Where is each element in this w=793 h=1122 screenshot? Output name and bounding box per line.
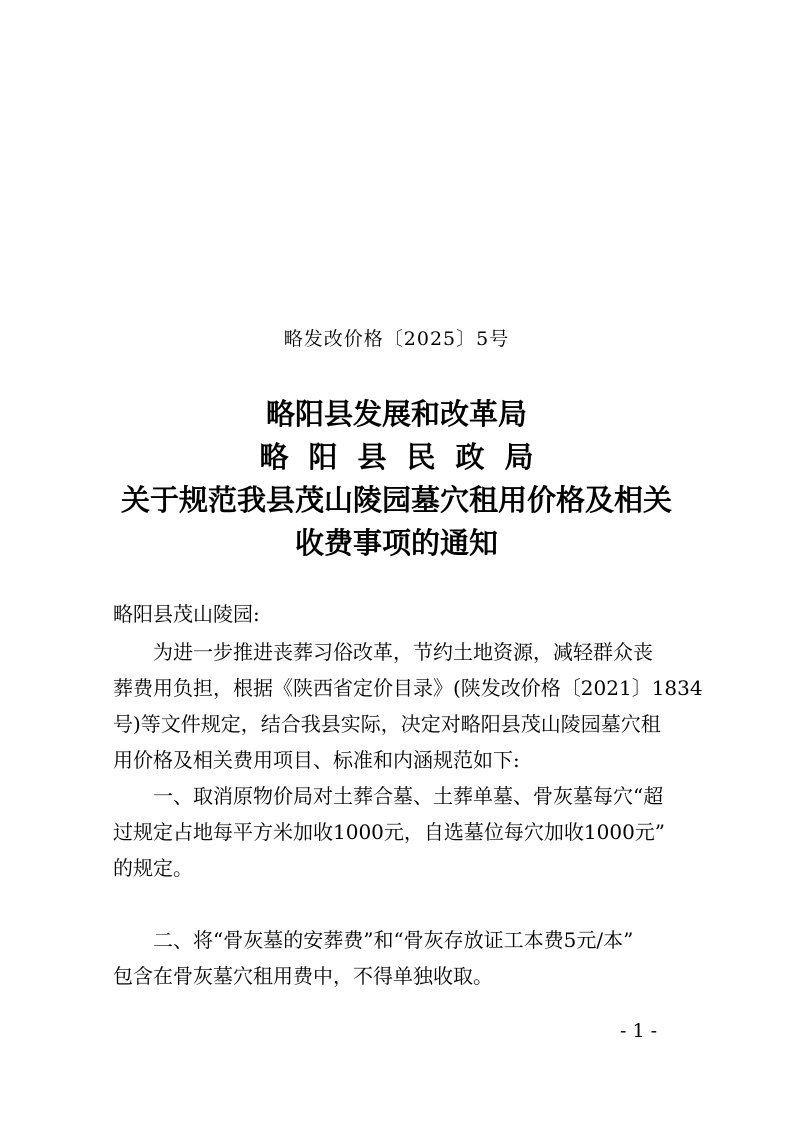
paragraph-line: 用价格及相关费用项目、标准和内涵规范如下:: [113, 748, 520, 772]
title-line-subject-1: 关于规范我县茂山陵园墓穴租用价格及相关: [120, 483, 672, 517]
document-title: [0, 393, 793, 565]
paragraph-line: 一、取消原物价局对土葬合墓、土葬单墓、骨灰墓每穴“超: [153, 784, 664, 808]
title-line-issuer-2: 略阳县民政局: [259, 440, 554, 474]
paragraph-line: 为进一步推进丧葬习俗改革，节约土地资源，减轻群众丧: [153, 640, 653, 664]
paragraph-line: 的规定。: [113, 856, 193, 880]
paragraph-intro: [113, 634, 703, 778]
title-line-issuer-1: 略阳县发展和改革局: [265, 397, 527, 431]
paragraph-item-2: [113, 922, 698, 994]
page-number: - 1 -: [620, 1020, 658, 1042]
paragraph-item-1: [113, 778, 698, 886]
salutation: 略阳县茂山陵园:: [113, 602, 260, 626]
paragraph-line: 葬费用负担，根据《陕西省定价目录》(陕发改价格〔2021〕1834: [113, 676, 703, 700]
paragraph-line: 二、将“骨灰墓的安葬费”和“骨灰存放证工本费5元/本”: [153, 928, 634, 952]
paragraph-line: 号)等文件规定，结合我县实际，决定对略阳县茂山陵园墓穴租: [113, 712, 661, 736]
document-number: 略发改价格〔2025〕5号: [283, 328, 510, 350]
paragraph-line: 过规定占地每平方米加收1000元，自选墓位每穴加收1000元”: [113, 820, 666, 844]
paragraph-line: 包含在骨灰墓穴租用费中，不得单独收取。: [113, 964, 493, 988]
title-line-subject-2: 收费事项的通知: [294, 526, 498, 560]
